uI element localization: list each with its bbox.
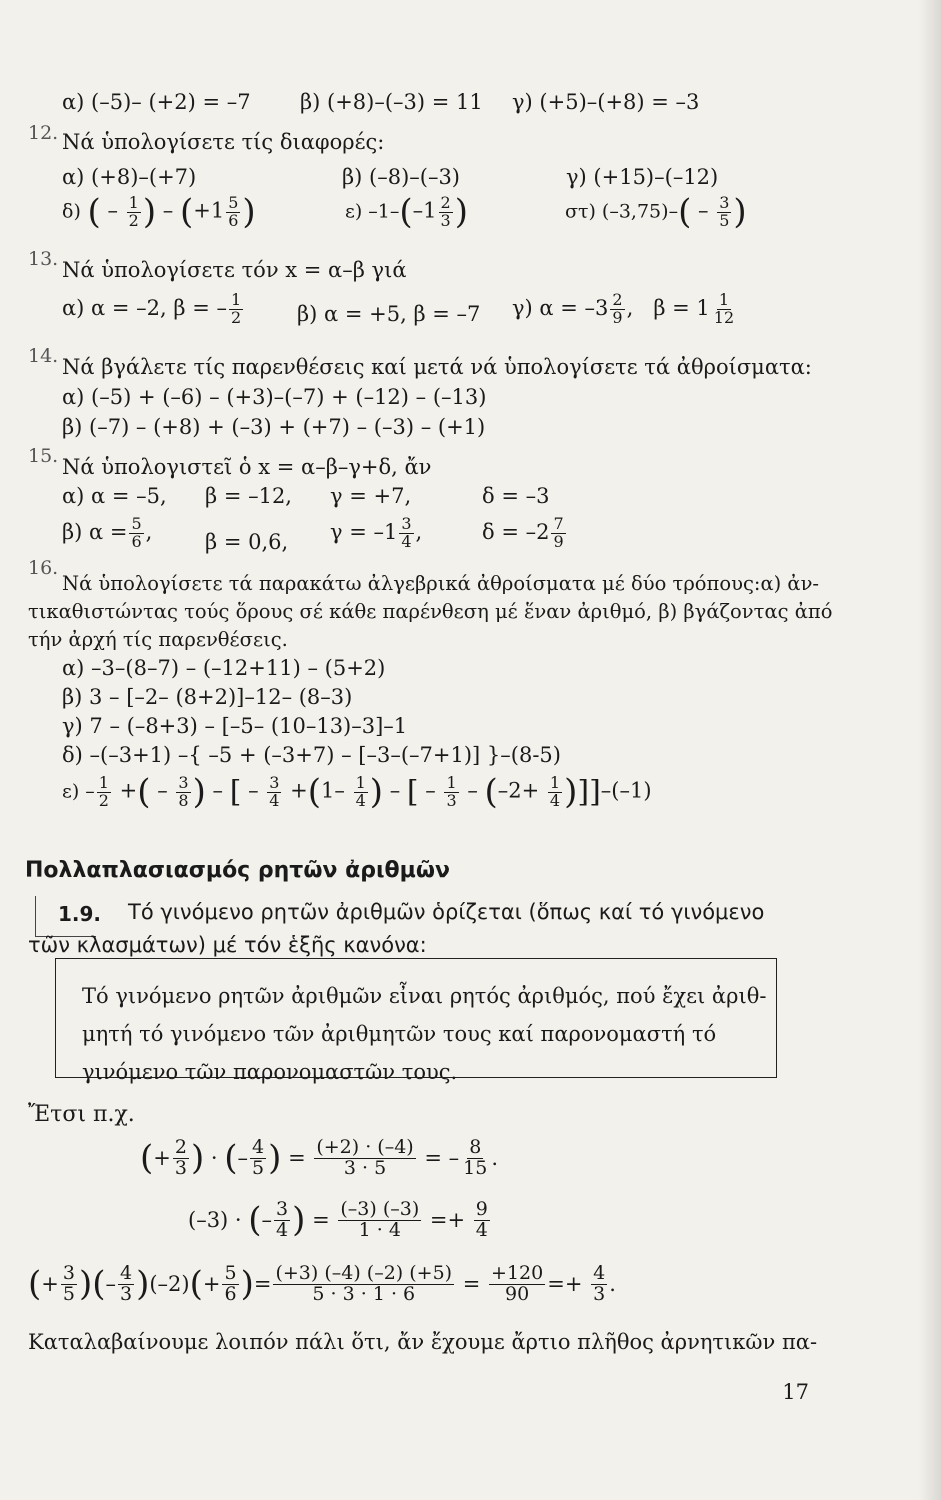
exercise-number: 13. <box>28 248 59 270</box>
exercise-item: γ = –1 $\frac{3}{4}$ , <box>330 514 423 551</box>
exercise-number: 12. <box>28 122 59 144</box>
section-number: 1.9. <box>58 902 102 926</box>
page-number: 17 <box>782 1380 809 1404</box>
exercise-item: β = 0,6, <box>205 530 289 554</box>
exercise-item: γ) α = –3 $\frac{2}{9}$ , β = 1 $\frac{1}{12}$ <box>512 290 735 327</box>
definition-line: γινόμενο τῶν παρονομαστῶν τους. <box>82 1060 458 1084</box>
exercise-text: Νά ὑπολογίσετε τά παρακάτω ἀλγεβρικά ἀθροίσματα μέ δύο τρόπους:α) ἀν- <box>62 572 820 595</box>
exercise-item: δ = –2 $\frac{7}{9}$ <box>482 514 564 551</box>
exercise-item: α) (–5) + (–6) – (+3)–(–7) + (–12) – (–13) <box>62 385 487 409</box>
exercise-title: Νά ὑπολογίσετε τίς διαφορές: <box>62 130 385 154</box>
exercise-item-d: δ) ( – $\frac{1}{2}$ ) – (+1 $\frac{5}{6}$ ) <box>62 192 256 232</box>
exercise-text: τήν ἀρχή τίς παρενθέσεις. <box>28 628 288 651</box>
result-a: α) (–5)– (+2) = –7 <box>62 90 251 114</box>
exercise-item: γ) (+15)–(–12) <box>566 165 719 189</box>
result-b: β) (+8)–(–3) = 11 <box>300 90 483 114</box>
example-label: Ἔτσι π.χ. <box>28 1102 135 1127</box>
exercise-number: 14. <box>28 345 59 367</box>
section-heading: Πολλαπλασιασμός ρητῶν ἀριθμῶν <box>25 858 450 883</box>
exercise-text: τικαθιστώντας τούς ὅρους σέ κάθε παρένθεση μέ ἕναν ἀριθμό, β) βγάζοντας ἀπό <box>28 600 833 623</box>
exercise-title: Νά ὑπολογίσετε τόν x = α–β γιά <box>62 258 407 282</box>
definition-box <box>55 958 777 1084</box>
exercise-item: γ) 7 – (–8+3) – [–5– (10–13)–3]–1 <box>62 714 408 738</box>
exercise-item-e: ε) – $\frac{1}{2}$ +( – $\frac{3}{8}$ ) – [ – $\frac{3}{4}$ +(1– $\frac{1}{4}$ ) – [ – $\frac{1}{3}$ – (–2+ $\frac{1}{4}$ )]]–(–1) <box>62 772 652 812</box>
definition-line: μητή τό γινόμενο τῶν ἀριθμητῶν τους καί παρονομαστή τό <box>82 1022 717 1046</box>
exercise-item: β) (–8)–(–3) <box>342 165 461 189</box>
exercise-item: α) –3–(8–7) – (–12+11) – (5+2) <box>62 656 386 680</box>
exercise-number: 16. <box>28 557 59 579</box>
exercise-title: Νά ὑπολογιστεῖ ὁ x = α–β–γ+δ, ἄν <box>62 455 432 479</box>
exercise-item-e: ε) –1–(–1 $\frac{2}{3}$ ) <box>345 192 468 232</box>
exercise-item-st: στ) (–3,75)–( – $\frac{3}{5}$ ) <box>565 192 747 232</box>
exercise-item: β) (–7) – (+8) + (–3) + (+7) – (–3) – (+1) <box>62 415 486 439</box>
closing-text: Καταλαβαίνουμε λοιπόν πάλι ὅτι, ἄν ἔχουμε ἄρτιο πλῆθος ἀρνητικῶν πα- <box>28 1330 818 1354</box>
definition-line: Τό γινόμενο ρητῶν ἀριθμῶν εἶναι ρητός ἀριθμός, πού ἔχει ἀριθ- <box>82 984 767 1008</box>
exercise-item: β = –12, <box>205 484 292 508</box>
section-text: Τό γινόμενο ρητῶν ἀριθμῶν ὁρίζεται (ὅπως καί τό γινόμενο <box>128 900 765 924</box>
exercise-item: β) α = $\frac{5}{6}$ , <box>62 514 153 551</box>
exercise-item: δ = –3 <box>482 484 550 508</box>
exercise-item: α) α = –2, β = – $\frac{1}{2}$ <box>62 290 242 327</box>
example-equation-3: ( + $\frac{3}{5}$ )( – $\frac{4}{3}$ ) (–2) ( + $\frac{5}{6}$ ) = $\frac{(+3) (-4) (-2) (+5)}{5 \cdot 3 \cdot 1 \cdot 6}$ = $\frac{+120}{90}$ =+ $\frac{4}{3}$ . <box>28 1262 616 1305</box>
exercise-item: α) α = –5, <box>62 484 167 508</box>
page-edge-shadow <box>919 0 941 1500</box>
exercise-item: β) 3 – [–2– (8+2)]–12– (8–3) <box>62 685 353 709</box>
exercise-item: δ) –(–3+1) –{ –5 + (–3+7) – [–3–(–7+1)] }–(8-5) <box>62 743 561 767</box>
exercise-title: Νά βγάλετε τίς παρενθέσεις καί μετά νά ὑπολογίσετε τά ἀθροίσματα: <box>62 355 812 379</box>
example-equation-2: (–3) · ( – $\frac{3}{4}$ ) = $\frac{(-3) (-3)}{1 \cdot 4}$ =+ $\frac{9}{4}$ <box>188 1198 488 1241</box>
example-equation-1: ( + $\frac{2}{3}$ ) · ( – $\frac{4}{5}$ ) = $\frac{(+2) \cdot (-4)}{3 \cdot 5}$ = – $\frac{8}{15}$ . <box>140 1136 499 1179</box>
section-text: τῶν κλασμάτων) μέ τόν ἑξῆς κανόνα: <box>28 933 427 957</box>
exercise-item: α) (+8)–(+7) <box>62 165 197 189</box>
exercise-item: β) α = +5, β = –7 <box>297 302 481 326</box>
exercise-number: 15. <box>28 445 59 467</box>
result-c: γ) (+5)–(+8) = –3 <box>512 90 700 114</box>
exercise-item: γ = +7, <box>330 484 412 508</box>
